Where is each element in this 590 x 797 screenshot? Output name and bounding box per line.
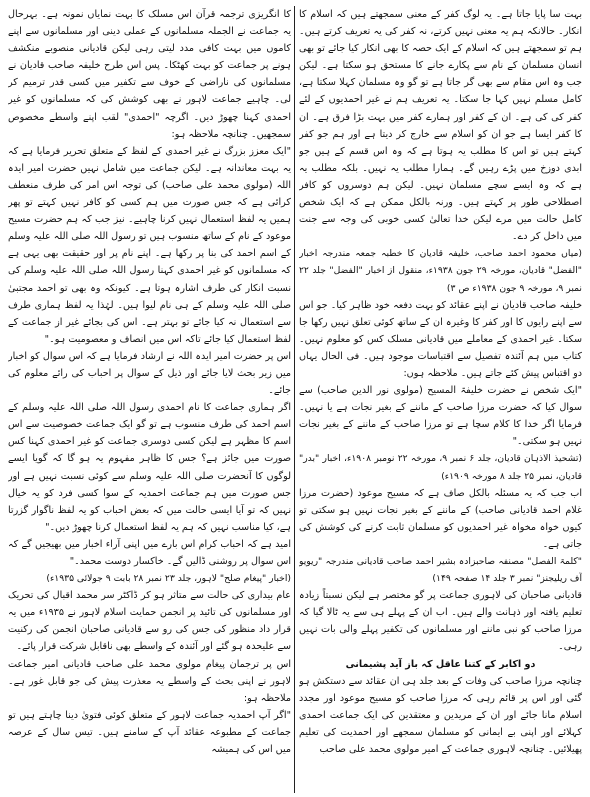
paragraph: قادیانی صاحبان کی لاہوری جماعت پر گو مختصر ہے لیکن نسبتاً زیادہ تعلیم یافتہ اور ذہانت والے ہیں۔ اب ان کے پہلے ہی سے یہ ٹالا گیا کہ مرزا صاحب کو نبی ماننے اور مسلمانوں کی تکفیر پہلے والی بات نہیں رہی۔ [299,590,582,653]
section-heading: دو اکابر کے کتنا عاقل کہ باز آید پشیمانی [345,658,536,670]
paragraph: چنانچہ مرزا صاحب کی وفات کے بعد جلد ہی ان عقائد سے دستکش ہو گئی اور اس پر قائم رہی کہ مرزا صاحب کو مسیح موعود اور مجدد اسلام مانا جائے اور ان کے مریدین و معتقدین کی ایک جماعت احمدی کہلائے اور اپنی بے ایمانی کو مسلمان سمجھے اور احمدیت کی تعلیم پھیلائیں۔ چنانچہ لاہوری جماعت کے امیر مولوی محمد علی صاحب [299,675,582,756]
paragraph: اب جب کہ یہ مسئلہ بالکل صاف ہے کہ مسیح موعود (حضرت مرزا غلام احمد قادیانی صاحب) کے ماننے کے بغیر نجات نہیں ہو سکتی تو کیوں خواہ مخواہ غیر احمدیوں کو مسلمان ثابت کرنے کی کوشش کی جاتی ہے۔ [299,487,582,550]
quotation: "ایک شخص نے حضرت خلیفۃ المسیح (مولوی نور الدین صاحب) سے سوال کیا کہ حضرت مرزا صاحب کے ماننے کے بغیر نجات ہے یا نہیں۔ فرمایا اگر خدا کا کلام سچا ہے تو مرزا صاحب کے ماننے کے بغیر نجات نہیں ہو سکتی۔" [299,385,582,448]
paragraph: خلیفہ صاحب قادیان نے اپنے عقائد کو بہت دفعہ خود ظاہر کیا۔ جو اس سے اپنے رایوں کا اور کفر کا وغیرہ ان کے ساتھ کوئی تعلق نہیں رکھا جا سکتا۔ غیر احمدی کے معاملے میں قادیانی مسلک کس کو معلوم نہیں۔ کتاب میں ہم آئندہ تفصیل سے اقتباسات موجود ہیں۔ فی الحال یہاں دو اقتباس پیش کئے جاتے ہیں۔ ملاحظہ ہوں: [299,299,582,379]
paragraph: اس پر حضرت امیر ایدہ اللہ نے ارشاد فرمایا ہے کہ اس سوال کو اخبار میں زیر بحث لایا جائے اور ذیل کے سوال پر احباب کی رائے معلوم کی جائے۔ [8,350,291,397]
paragraph: کا انگریزی ترجمہ قرآن اس مسلک کا بہت نمایاں نمونہ ہے۔ بہرحال یہ جماعت نے الجملہ مسلمانوں کے عملی دینی اور مسلمانوں سے اپنے کاموں میں بہت کافی مدد لیتی رہی لیکن قادیانی منصوبے منکشف ہونے پر جماعت کو بہت کھٹکا۔ پس اس طرح خلیفہ صاحب قادیان نے مسلمانوں کی ناراضی کے خوف سے تکفیر میں کسی قدر ترمیم کر لی۔ چاہیے جماعت لاہور نے بھی کوشش کی کہ مسلمانوں کو غیر احمدی کہنا چھوڑ دیں۔ اگرچہ "احمدی" لقب اپنے واسطے مخصوص سمجھیں۔ چنانچہ ملاحظہ ہو: [8,9,291,140]
quotation: "اگر آپ احمدیہ جماعت لاہور کے متعلق کوئی فتویٰ دینا چاہتے ہیں تو جماعت کے مطبوعہ عقائد آپ کے سامنے ہیں۔ تیس سال کے عرصہ میں اس کی ہمیشہ [8,709,291,756]
column-divider [294,6,295,793]
citation: "کلمۃ الفصل" مصنفہ صاحبزادہ بشیر احمد صاحب قادیانی مندرجہ "ریویو آف ریلیجنز" نمبر ۳ جلد ۱۴ صفحہ ۱۴۹) [299,556,582,585]
paragraph: اس پر ترجمان پیغام مولوی محمد علی صاحب قادیانی امیر جماعت لاہور نے اپنی بحث کے واسطے یہ معذرت پیش کی جو قابل غور ہے۔ ملاحظہ ہو: [8,658,291,704]
quotation: "ایک معزز بزرگ نے غیر احمدی کے لفظ کے متعلق تحریر فرمایا ہے کہ یہ بہت معاندانہ ہے۔ لیکن جماعت میں شامل نہیں حضرت امیر ایدہ اللہ (مولوی محمد علی صاحب) کی توجہ اس امر کی طرف منعطف کرائی ہے کہ جس صورت میں ہم کسی کو کافر نہیں کہتے تو پھر ہمیں یہ لفظ استعمال نہیں کرنا چاہیے۔ نیز جب کہ ہم حضرت مسیح موعود کے نام کے ساتھ منسوب ہیں تو رسول اللہ صلی اللہ علیہ وسلم کے اسم احمد کی بنا پر رکھا ہے۔ اپنے نام پر اور حقیقت بھی یہی ہے کہ مسلمانوں کو غیر احمدی کہنا رسول اللہ صلی اللہ علیہ وسلم کی نسبت انکار کی طرف اشارہ ہوتا ہے۔ کیونکہ وہ بھی تو احمد مجتبیٰ صلی اللہ علیہ وسلم کے ہی نام لیوا ہیں۔ لہٰذا یہ لفظ ہماری طرف سے استعمال نہ کیا جائے تو بہتر ہے۔ اس کی بجائے غیر از جماعت کے لفظ استعمال کیا جائے تاکہ اس میں انصاف و معصومیت ہو۔" [8,145,291,345]
right-column [299,6,582,793]
paragraph: بہت سا پایا جاتا ہے۔ یہ لوگ کفر کے معنی سمجھتے ہیں کہ اسلام کا انکار۔ حالانکہ ہم یہ معنی نہیں کرتے، نہ کفر کی یہ تعریف کرتے ہیں۔ ہم تو سمجھتے ہیں کہ اسلام کے ایک حصہ کا بھی انکار کیا جائے تو بھی انسان مسلمان کے نام سے پکارے جانے کا مستحق ہو سکتا ہے۔ لیکن جب وہ اس مقام سے بھی گر جاتا ہے تو گو وہ مسلمان کہلا سکتا ہے، کامل مسلم نہیں کہا جا سکتا۔ یہ تعریف ہم نے غیر احمدیوں کے لئے کفر کی کی ہے۔ ان کے کفر اور ہمارے کفر میں بہت بڑا فرق ہے۔ ان کا کفر ایسا ہے جو ان کو اسلام سے خارج کر دیتا ہے اور ہم جو کفر کہتے ہیں تو اس کا مطلب یہ ہوتا ہے کہ وہ اس قسم کے ہیں جو ابدی دوزخ میں پڑے رہیں گے۔ ہمارا مطلب یہ نہیں۔ بلکہ مطلب یہ ہے کہ وہ ایسے سچے مسلمان نہیں۔ لیکن ہم دوسروں کو کافر اصطلاحی طور پر کہتے ہیں۔ ورنہ بالکل ممکن ہے کہ ایک شخص کامل حالت میں مرے لیکن خدا تعالیٰ کسی خوبی کی وجہ سے جنت میں داخل کر دے۔ [299,9,582,243]
two-column-text [8,6,582,793]
paragraph: امید ہے کہ احباب کرام اس بارے میں اپنی آراء اخبار میں بھیجیں گے کہ اس سوال پر روشنی ڈالیں گے۔ خاکسار دوست محمد۔" [8,538,291,567]
paragraph: اگر ہماری جماعت کا نام احمدی رسول اللہ صلی اللہ علیہ وسلم کے اسم احمد کی طرف منسوب ہے تو گو ایک جماعت خصوصیت سے اس اسم کا مظہر ہے لیکن کسی دوسری جماعت کو غیر احمدی کہنا کس صورت میں جائز ہے؟ جس کا ظاہر مفہوم یہ ہو گا کہ گویا ایسے لوگوں کا آنحضرت صلی اللہ علیہ وسلم سے کوئی نسبت نہیں ہے اور جس صورت میں ہم جماعت احمدیہ کے سوا کسی فرد کو یہ خیال نہیں کہ تو آیا ایسی حالت میں کہ بعض احباب کو یہ لفظ ناگوار گزرتا ہے، کیا مناسب نہیں کہ ہم یہ لفظ استعمال کرنا چھوڑ دیں۔" [8,402,291,533]
citation: (اخبار "پیغام صلح" لاہور، جلد ۲۳ نمبر ۲۸ بابت ۹ جولائی ۱۹۳۵ء) [46,573,291,585]
left-column [8,6,291,793]
citation: (تشحیذ الاذہان قادیان، جلد ۶ نمبر ۹، مورخہ ۲۲ نومبر ۱۹۰۸ء، اخبار "بدر" قادیان، نمبر ۲۵ جلد ۸ مورخہ ۱۹۰۹ء) [299,453,582,482]
citation: (میاں محمود احمد صاحب، خلیفہ قادیان کا خطبہ جمعہ مندرجہ اخبار "الفضل" قادیان، مورخہ ۲۹ جون ۱۹۳۸ء، منقول از اخبار "الفضل" جلد ۲۲ نمبر ۹، مورخہ ۹ جون ۱۹۳۸ء ص ۳) [299,248,582,294]
paragraph: عام بیداری کی حالت سے متاثر ہو کر ڈاکٹر سر محمد اقبال کی تحریک اور مسلمانوں کی تائید پر انجمن حمایت اسلام لاہور نے ۱۹۳۵ء میں یہ قرار داد منظور کی جس کی رو سے قادیانی صاحبان انجمن کی رکنیت سے علیحدہ ہو گئے اور آئندہ کے واسطے بھی ناقابل شرکت قرار پائے۔ [8,590,291,653]
